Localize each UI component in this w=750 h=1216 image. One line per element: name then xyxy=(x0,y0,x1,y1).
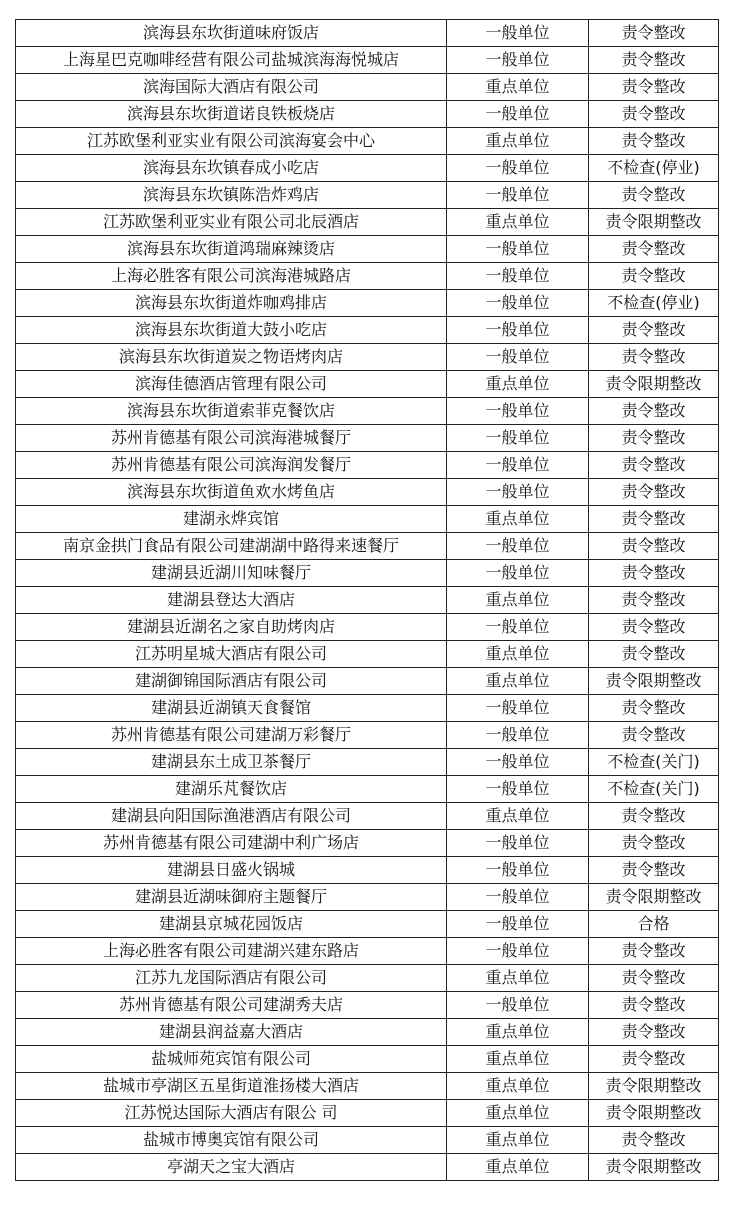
unit-category-cell: 一般单位 xyxy=(447,695,589,722)
inspection-result-cell: 责令整改 xyxy=(589,803,719,830)
unit-category-cell: 重点单位 xyxy=(447,587,589,614)
unit-name-cell: 上海星巴克咖啡经营有限公司盐城滨海海悦城店 xyxy=(16,47,447,74)
table-row xyxy=(16,20,719,47)
unit-category-cell: 一般单位 xyxy=(447,20,589,47)
unit-name-cell: 盐城市博奥宾馆有限公司 xyxy=(16,1127,447,1154)
table-body xyxy=(16,20,719,1181)
table-row xyxy=(16,74,719,101)
table-row xyxy=(16,560,719,587)
unit-name-cell: 滨海佳德酒店管理有限公司 xyxy=(16,371,447,398)
unit-name-cell: 江苏九龙国际酒店有限公司 xyxy=(16,965,447,992)
inspection-result-cell: 不检查(停业) xyxy=(589,155,719,182)
table-row xyxy=(16,803,719,830)
unit-name-cell: 滨海县东坎街道索菲克餐饮店 xyxy=(16,398,447,425)
table-row xyxy=(16,884,719,911)
inspection-result-cell: 责令限期整改 xyxy=(589,668,719,695)
unit-category-cell: 重点单位 xyxy=(447,1100,589,1127)
table-row xyxy=(16,1100,719,1127)
inspection-result-cell: 责令整改 xyxy=(589,938,719,965)
unit-category-cell: 一般单位 xyxy=(447,452,589,479)
unit-name-cell: 建湖县近湖味御府主题餐厅 xyxy=(16,884,447,911)
inspection-result-cell: 合格 xyxy=(589,911,719,938)
unit-category-cell: 一般单位 xyxy=(447,182,589,209)
unit-category-cell: 一般单位 xyxy=(447,533,589,560)
table-row xyxy=(16,641,719,668)
unit-category-cell: 一般单位 xyxy=(447,425,589,452)
inspection-result-cell: 责令整改 xyxy=(589,641,719,668)
table-row xyxy=(16,749,719,776)
unit-category-cell: 一般单位 xyxy=(447,884,589,911)
table-row xyxy=(16,47,719,74)
table-row xyxy=(16,290,719,317)
table-row xyxy=(16,1019,719,1046)
unit-category-cell: 一般单位 xyxy=(447,560,589,587)
inspection-result-cell: 不检查(关门) xyxy=(589,776,719,803)
unit-name-cell: 建湖县向阳国际渔港酒店有限公司 xyxy=(16,803,447,830)
inspection-result-cell: 责令整改 xyxy=(589,857,719,884)
unit-category-cell: 一般单位 xyxy=(447,857,589,884)
inspection-result-cell: 责令整改 xyxy=(589,695,719,722)
inspection-result-cell: 不检查(关门) xyxy=(589,749,719,776)
unit-category-cell: 一般单位 xyxy=(447,938,589,965)
unit-category-cell: 重点单位 xyxy=(447,1073,589,1100)
unit-name-cell: 滨海县东坎街道诺良铁板烧店 xyxy=(16,101,447,128)
table-row xyxy=(16,533,719,560)
inspection-result-cell: 责令整改 xyxy=(589,479,719,506)
unit-category-cell: 一般单位 xyxy=(447,722,589,749)
unit-category-cell: 重点单位 xyxy=(447,1019,589,1046)
unit-category-cell: 一般单位 xyxy=(447,992,589,1019)
table-row xyxy=(16,479,719,506)
inspection-result-cell: 责令限期整改 xyxy=(589,1073,719,1100)
unit-category-cell: 一般单位 xyxy=(447,614,589,641)
table-row xyxy=(16,398,719,425)
inspection-result-cell: 责令整改 xyxy=(589,263,719,290)
unit-category-cell: 一般单位 xyxy=(447,101,589,128)
unit-name-cell: 建湖县东土成卫茶餐厅 xyxy=(16,749,447,776)
unit-name-cell: 滨海县东坎镇陈浩炸鸡店 xyxy=(16,182,447,209)
table-row xyxy=(16,830,719,857)
table-row xyxy=(16,614,719,641)
inspection-result-cell: 责令限期整改 xyxy=(589,371,719,398)
table-row xyxy=(16,425,719,452)
unit-category-cell: 重点单位 xyxy=(447,506,589,533)
table-row xyxy=(16,776,719,803)
unit-category-cell: 一般单位 xyxy=(447,317,589,344)
inspection-result-cell: 责令整改 xyxy=(589,398,719,425)
unit-category-cell: 一般单位 xyxy=(447,911,589,938)
unit-category-cell: 重点单位 xyxy=(447,1127,589,1154)
unit-name-cell: 上海必胜客有限公司建湖兴建东路店 xyxy=(16,938,447,965)
unit-category-cell: 一般单位 xyxy=(447,290,589,317)
inspection-table xyxy=(15,19,719,1181)
table-row xyxy=(16,155,719,182)
inspection-result-cell: 责令整改 xyxy=(589,992,719,1019)
unit-name-cell: 江苏欧堡利亚实业有限公司北辰酒店 xyxy=(16,209,447,236)
inspection-result-cell: 责令整改 xyxy=(589,236,719,263)
unit-category-cell: 一般单位 xyxy=(447,344,589,371)
table-row xyxy=(16,209,719,236)
inspection-result-cell: 责令整改 xyxy=(589,722,719,749)
unit-name-cell: 滨海县东坎街道鸿瑞麻辣烫店 xyxy=(16,236,447,263)
inspection-result-cell: 责令整改 xyxy=(589,587,719,614)
inspection-result-cell: 不检查(停业) xyxy=(589,290,719,317)
unit-name-cell: 江苏欧堡利亚实业有限公司滨海宴会中心 xyxy=(16,128,447,155)
unit-category-cell: 重点单位 xyxy=(447,74,589,101)
unit-name-cell: 苏州肯德基有限公司滨海润发餐厅 xyxy=(16,452,447,479)
inspection-result-cell: 责令整改 xyxy=(589,533,719,560)
inspection-result-cell: 责令整改 xyxy=(589,101,719,128)
table-row xyxy=(16,992,719,1019)
unit-category-cell: 重点单位 xyxy=(447,1046,589,1073)
table-row xyxy=(16,911,719,938)
table-row xyxy=(16,182,719,209)
unit-category-cell: 重点单位 xyxy=(447,1154,589,1181)
table-row xyxy=(16,236,719,263)
unit-name-cell: 苏州肯德基有限公司建湖万彩餐厅 xyxy=(16,722,447,749)
unit-name-cell: 江苏明星城大酒店有限公司 xyxy=(16,641,447,668)
inspection-result-cell: 责令整改 xyxy=(589,614,719,641)
table-row xyxy=(16,695,719,722)
unit-category-cell: 一般单位 xyxy=(447,749,589,776)
unit-name-cell: 建湖县日盛火锅城 xyxy=(16,857,447,884)
unit-category-cell: 重点单位 xyxy=(447,965,589,992)
table-row xyxy=(16,587,719,614)
unit-category-cell: 一般单位 xyxy=(447,830,589,857)
unit-category-cell: 一般单位 xyxy=(447,47,589,74)
unit-name-cell: 建湖乐芃餐饮店 xyxy=(16,776,447,803)
table-row xyxy=(16,668,719,695)
table-row xyxy=(16,263,719,290)
unit-name-cell: 滨海县东坎街道味府饭店 xyxy=(16,20,447,47)
inspection-result-cell: 责令限期整改 xyxy=(589,209,719,236)
unit-name-cell: 苏州肯德基有限公司建湖中利广场店 xyxy=(16,830,447,857)
table-row xyxy=(16,1046,719,1073)
inspection-result-cell: 责令整改 xyxy=(589,74,719,101)
inspection-result-cell: 责令整改 xyxy=(589,182,719,209)
inspection-result-cell: 责令整改 xyxy=(589,425,719,452)
unit-name-cell: 建湖县近湖名之家自助烤肉店 xyxy=(16,614,447,641)
inspection-result-cell: 责令整改 xyxy=(589,506,719,533)
inspection-result-cell: 责令整改 xyxy=(589,20,719,47)
unit-name-cell: 建湖县近湖川知味餐厅 xyxy=(16,560,447,587)
unit-category-cell: 一般单位 xyxy=(447,479,589,506)
unit-category-cell: 重点单位 xyxy=(447,641,589,668)
unit-name-cell: 滨海县东坎街道炸咖鸡排店 xyxy=(16,290,447,317)
unit-name-cell: 苏州肯德基有限公司滨海港城餐厅 xyxy=(16,425,447,452)
inspection-result-cell: 责令整改 xyxy=(589,1046,719,1073)
table-row xyxy=(16,317,719,344)
unit-name-cell: 建湖御锦国际酒店有限公司 xyxy=(16,668,447,695)
unit-name-cell: 滨海国际大酒店有限公司 xyxy=(16,74,447,101)
unit-category-cell: 重点单位 xyxy=(447,209,589,236)
table-row xyxy=(16,371,719,398)
unit-category-cell: 一般单位 xyxy=(447,263,589,290)
unit-name-cell: 亭湖天之宝大酒店 xyxy=(16,1154,447,1181)
inspection-result-cell: 责令限期整改 xyxy=(589,884,719,911)
table-row xyxy=(16,506,719,533)
unit-category-cell: 重点单位 xyxy=(447,803,589,830)
unit-category-cell: 一般单位 xyxy=(447,236,589,263)
table-row xyxy=(16,101,719,128)
unit-name-cell: 建湖县近湖镇天食餐馆 xyxy=(16,695,447,722)
unit-name-cell: 苏州肯德基有限公司建湖秀夫店 xyxy=(16,992,447,1019)
unit-category-cell: 一般单位 xyxy=(447,155,589,182)
unit-name-cell: 滨海县东坎镇春成小吃店 xyxy=(16,155,447,182)
unit-name-cell: 滨海县东坎街道大鼓小吃店 xyxy=(16,317,447,344)
inspection-result-cell: 责令整改 xyxy=(589,1019,719,1046)
unit-name-cell: 建湖县登达大酒店 xyxy=(16,587,447,614)
inspection-result-cell: 责令整改 xyxy=(589,128,719,155)
inspection-result-cell: 责令整改 xyxy=(589,965,719,992)
unit-name-cell: 盐城市亭湖区五星街道淮扬楼大酒店 xyxy=(16,1073,447,1100)
unit-name-cell: 滨海县东坎街道炭之物语烤肉店 xyxy=(16,344,447,371)
table-row xyxy=(16,857,719,884)
table-row xyxy=(16,938,719,965)
unit-category-cell: 重点单位 xyxy=(447,668,589,695)
inspection-result-cell: 责令整改 xyxy=(589,1127,719,1154)
inspection-result-cell: 责令整改 xyxy=(589,47,719,74)
inspection-result-cell: 责令整改 xyxy=(589,830,719,857)
table-row xyxy=(16,1154,719,1181)
unit-category-cell: 重点单位 xyxy=(447,128,589,155)
unit-name-cell: 上海必胜客有限公司滨海港城路店 xyxy=(16,263,447,290)
table-row xyxy=(16,1127,719,1154)
inspection-result-cell: 责令限期整改 xyxy=(589,1154,719,1181)
unit-name-cell: 建湖永烨宾馆 xyxy=(16,506,447,533)
table-row xyxy=(16,452,719,479)
table-row xyxy=(16,722,719,749)
inspection-result-cell: 责令限期整改 xyxy=(589,1100,719,1127)
unit-category-cell: 一般单位 xyxy=(447,776,589,803)
inspection-result-cell: 责令整改 xyxy=(589,560,719,587)
unit-category-cell: 一般单位 xyxy=(447,398,589,425)
inspection-result-cell: 责令整改 xyxy=(589,344,719,371)
table-row xyxy=(16,128,719,155)
unit-name-cell: 建湖县京城花园饭店 xyxy=(16,911,447,938)
unit-name-cell: 建湖县润益嘉大酒店 xyxy=(16,1019,447,1046)
inspection-result-cell: 责令整改 xyxy=(589,452,719,479)
unit-name-cell: 南京金拱门食品有限公司建湖湖中路得来速餐厅 xyxy=(16,533,447,560)
table-row xyxy=(16,344,719,371)
unit-name-cell: 盐城师苑宾馆有限公司 xyxy=(16,1046,447,1073)
table-row xyxy=(16,965,719,992)
unit-name-cell: 滨海县东坎街道鱼欢水烤鱼店 xyxy=(16,479,447,506)
table-row xyxy=(16,1073,719,1100)
unit-name-cell: 江苏悦达国际大酒店有限公 司 xyxy=(16,1100,447,1127)
unit-category-cell: 重点单位 xyxy=(447,371,589,398)
inspection-result-cell: 责令整改 xyxy=(589,317,719,344)
